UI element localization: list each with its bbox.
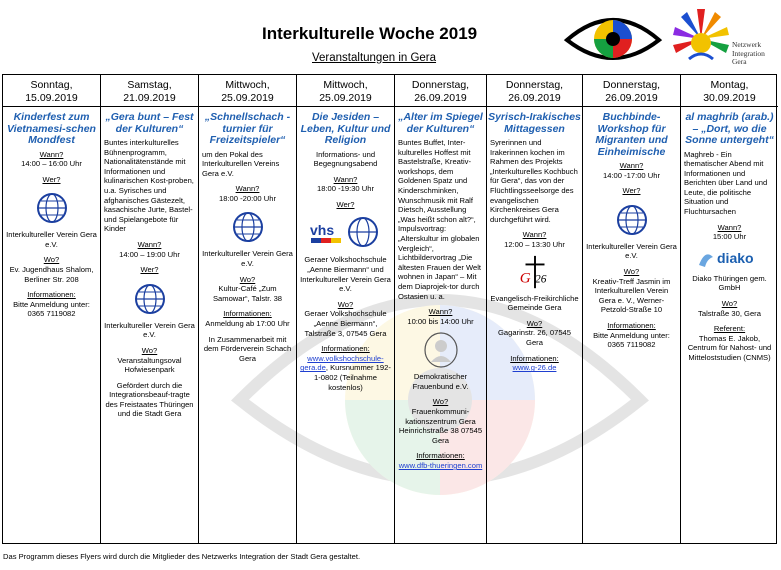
- vhs-logo: [309, 219, 343, 245]
- svg-text:vhs: vhs: [309, 222, 334, 239]
- event-time: 14:00 – 19:00 Uhr: [119, 249, 180, 259]
- event-title: Syrisch-Irakisches Mittagessen: [488, 111, 581, 135]
- organizer: Evangelisch-Freikirchliche Gemeinde Gera: [490, 293, 579, 313]
- organizer: Interkultureller Verein Gera e.V.: [104, 320, 195, 340]
- event-description: Buntes interkulturelles Bühnenprogramm, Nationalitätenstände mit Informationen und kulinarischen Kost-proben, u.a. Syrisches und afghanisches Gästezelt, kasachische Jurte, Bastel- und Spielangebote für Kinder: [104, 138, 194, 234]
- organizer: Interkultureller Verein Gera e.V.: [586, 241, 677, 261]
- funding-note: Gefördert durch die Integrationsbeauf-tragte des Freistaates Thüringen und die Stadt Gera: [105, 380, 194, 419]
- event-title: „Alter im Spiegel der Kulturen“: [398, 111, 483, 135]
- organizer: Demokratischer Frauenbund e.V.: [412, 372, 469, 391]
- footer-note: Das Programm dieses Flyers wird durch die Mitglieder des Netzwerks Integration der Stadt Gera gestaltet.: [3, 552, 361, 561]
- day-header: Donnerstag, 26.09.2019: [583, 75, 680, 107]
- event-title: Buchbinde-Workshop für Migranten und Einheimische: [595, 111, 668, 158]
- day-header: Mittwoch, 25.09.2019: [297, 75, 394, 107]
- day-header: Donnerstag, 26.09.2019: [395, 75, 486, 107]
- event-description: Informations- und Begegnungsabend: [313, 149, 378, 169]
- event-location: Kreativ-Treff Jasmin im Interkulturellen Verein Gera e. V., Werner-Petzold-Straße 10: [592, 276, 671, 315]
- interkultureller-verein-badge: [612, 200, 652, 240]
- events-table: [2, 74, 777, 544]
- diako-logo: [684, 245, 775, 271]
- event-info: Bitte Anmeldung unter: 0365 7119082: [593, 330, 670, 350]
- day-column: Montag, 30.09.2019 al maghrib (arab.) – „Dort, wo die Sonne untergeht“ Maghreb - Ein thematischer Abend mit Informationen und Berichten über Land und Leute, die politische Situation und Fluchtursachen Wann? 15:00 Uhr diako Diako Thüringen gem. GmbH Wo? Talstraße 30, Gera Referent: Thomas E. Jakob, Centrum für Nahost- und Mitteloststudien (CNMS): [681, 75, 778, 543]
- event-location: Gagarinstr. 26, 07545 Gera: [497, 328, 572, 347]
- frauenbund-logo: [421, 330, 461, 370]
- day-column: Mittwoch, 25.09.2019 „Schnellschach -turnier für Freizeitspieler“ um den Pokal des Interkulturellen Vereins Gera e.V. Wann? 18:00 -20:00 Uhr Interkultureller Verein Gera e.V. Wo? Kultur-Café „Zum Samowar“, Talstr. 38 Informationen: Anmeldung ab 17:00 Uhr In Zusammenarbeit mit dem Förderverein Schach Gera: [199, 75, 297, 543]
- event-description: Maghreb - Ein thematischer Abend mit Informationen und Berichten über Land und Leute, die politische Situation und Fluchtursachen: [684, 149, 768, 217]
- speaker: Thomas E. Jakob, Centrum für Nahost- und Mitteloststudien (CNMS): [687, 333, 772, 362]
- dfb-link[interactable]: www.dfb-thueringen.com: [398, 461, 483, 471]
- event-location: Geraer Volkshochschule „Aenne Biermann“, Talstraße 3, 07545 Gera: [304, 309, 387, 338]
- event-info: Anmeldung ab 17:00 Uhr: [205, 319, 290, 329]
- organizer: Interkultureller Verein Gera e.V.: [6, 230, 97, 249]
- vhs-link[interactable]: www.volkshochschule-gera.de: [300, 353, 384, 373]
- g26-church-logo: [513, 254, 557, 292]
- day-column: Sonntag, 15.09.2019 Kinderfest zum Vietnamesi-schen Mondfest Wann? 14:00 – 16:00 Uhr Wer? Interkultureller Verein Gera e.V. Wo? Ev. Jugendhaus Shalom, Berliner Str. 208 Informationen: Bitte Anmeldung unter: 0365 7119082: [3, 75, 101, 543]
- event-title: Die Jesiden – Leben, Kultur und Religion: [300, 111, 391, 146]
- event-description: Syrerinnen und Irakerinnen kochen im Rahmen des Projekts „Interkulturelles Kochbuch für Gera“, das von der Flüchtlingsseelsorge des evangelischen Kirchenkreises Gera durchgeführt wird.: [490, 138, 578, 224]
- sponsor-logos: [300, 212, 391, 252]
- event-location: Kultur-Café „Zum Samowar“, Talstr. 38: [212, 284, 283, 303]
- organizer: Geraer Volkshochschule „Aenne Biermann“ und Interkultureller Verein Gera e.V.: [300, 255, 391, 294]
- event-time: 14:00 – 16:00 Uhr: [21, 159, 82, 169]
- event-title: al maghrib (arab.) – „Dort, wo die Sonne untergeht“: [685, 111, 774, 146]
- interkultureller-verein-badge: [343, 212, 383, 252]
- organizer: Interkultureller Verein Gera e.V.: [202, 249, 293, 269]
- svg-text:26: 26: [534, 273, 546, 286]
- event-title: Kinderfest zum Vietnamesi-schen Mondfest: [7, 111, 96, 146]
- network-caption: Netzwerk Integration Gera: [732, 40, 765, 66]
- day-header: Mittwoch, 25.09.2019: [199, 75, 296, 107]
- event-title: „Gera bunt – Fest der Kulturen“: [105, 111, 194, 135]
- day-column: Donnerstag, 26.09.2019 Buchbinde-Workshop für Migranten und Einheimische Wann? 14:00 -17:00 Uhr Wer? Interkultureller Verein Gera e.V. Wo? Kreativ-Treff Jasmin im Interkulturellen Verein Gera e. V., Werner-Petzold-Straße 10 Informationen: Bitte Anmeldung unter: 0365 7119082: [583, 75, 681, 543]
- svg-text:diako: diako: [716, 249, 754, 266]
- day-column: Donnerstag, 26.09.2019 „Alter im Spiegel der Kulturen“ Buntes Buffet, Inter-kulturelles Hoffest mit Bastelstraße, Kreativ-workshops, dem Goldenen Spatz und Kinderschminken, Wunschmusik mit Ralf Dietsch, Ausstellung „Was heißt schon alt?“, Impulsvortrag: „Alterskultur im globalen Vergleich“, Lichtbildervortrag „Die ältesten Frauen der Welt wohnen in Japan“ – Mit dem Diaprojek-tor durch Ostasien u. a. Wann? 10:00 bis 14:00 Uhr Demokratischer Frauenbund e.V. Wo? Frauenkommuni-kationszentrum Gera Heinrichstraße 38 07545 Gera Informationen: www.dfb-thueringen.com: [395, 75, 487, 543]
- event-location: Talstraße 30, Gera: [698, 308, 761, 318]
- event-description: um den Pokal des Interkulturellen Vereins Gera e.V.: [202, 149, 280, 178]
- day-header: Samstag, 21.09.2019: [101, 75, 198, 107]
- day-header: Donnerstag, 26.09.2019: [487, 75, 582, 107]
- interkultureller-verein-badge: [130, 279, 170, 319]
- organizer: Diako Thüringen gem. GmbH: [692, 273, 767, 293]
- page-title: Interkulturelle Woche 2019: [262, 24, 478, 43]
- g26-link[interactable]: www.g-26.de: [512, 363, 557, 373]
- event-title: „Schnellschach -turnier für Freizeitspieler“: [204, 111, 291, 146]
- cooperation-note: In Zusammenarbeit mit dem Förderverein Schach Gera: [203, 334, 292, 363]
- event-time: 18:00 -19:30 Uhr: [317, 184, 374, 194]
- event-time: 14:00 -17:00 Uhr: [603, 170, 660, 180]
- day-column: Samstag, 21.09.2019 „Gera bunt – Fest der Kulturen“ Buntes interkulturelles Bühnenprogramm, Nationalitätenstände mit Informationen und kulinarischen Kost-proben, u.a. Syrisches und afghanisches Gästezelt, kasachische Jurte, Bastel- und Spielangebote für Kinder Wann? 14:00 – 19:00 Uhr Wer? Interkultureller Verein Gera e.V. Wo? Veranstaltungsoval Hofwiesenpark Gefördert durch die Integrationsbeauf-tragte des Freistaates Thüringen und die Stadt Gera: [101, 75, 199, 543]
- interkultureller-verein-badge: [32, 188, 72, 228]
- day-column: Donnerstag, 26.09.2019 Syrisch-Irakisches Mittagessen Syrerinnen und Irakerinnen kochen im Rahmen des Projekts „Interkulturelles Kochbuch für Gera“, das von der Flüchtlingsseelsorge des evangelischen Kirchenkreises Gera durchgeführt wird. Wann? 12:00 – 13:30 Uhr G 26 Evangelisch-Freikirchliche Gemeinde Gera Wo? Gagarinstr. 26, 07545 Gera Informationen: www.g-26.de: [487, 75, 583, 543]
- event-time: 12:00 – 13:30 Uhr: [504, 239, 565, 249]
- day-header: Montag, 30.09.2019: [681, 75, 778, 107]
- event-description: Buntes Buffet, Inter-kulturelles Hoffest mit Bastelstraße, Kreativ-workshops, dem Goldenen Spatz und Kinderschminken, Wunschmusik mit Ralf Dietsch, Ausstellung „Was heißt schon alt?“, Impulsvortrag: „Alterskultur im globalen Vergleich“, Lichtbildervortrag „Die ältesten Frauen der Welt wohnen in Japan“ – Mit dem Diaprojek-tor durch Ostasien u. a.: [398, 138, 482, 301]
- event-time: 15:00 Uhr: [712, 232, 747, 242]
- page-subtitle: Veranstaltungen in Gera: [312, 52, 437, 64]
- interkulturelle-woche-logo: [563, 6, 663, 68]
- event-location: Veranstaltungsoval Hofwiesenpark: [117, 355, 182, 375]
- interkultureller-verein-badge: [228, 207, 268, 247]
- event-info: Bitte Anmeldung unter: 0365 7119082: [13, 299, 90, 319]
- event-location: Ev. Jugendhaus Shalom, Berliner Str. 208: [9, 265, 94, 284]
- day-column: Mittwoch, 25.09.2019 Die Jesiden – Leben, Kultur und Religion Informations- und Begegnungsabend Wann? 18:00 -19:30 Uhr Wer? vhs Geraer Volkshochschule „Aenne Biermann“ und Interkultureller Verein Gera e.V. Wo? Geraer Volkshochschule „Aenne Biermann“, Talstraße 3, 07545 Gera Informationen: www.volkshochschule-gera.de, Kursnummer 192-1-0802 (Teilnahme kostenlos): [297, 75, 395, 543]
- event-time: 10:00 bis 14:00 Uhr: [407, 316, 474, 326]
- event-time: 18:00 -20:00 Uhr: [219, 193, 276, 203]
- day-header: Sonntag, 15.09.2019: [3, 75, 100, 107]
- svg-text:G: G: [519, 269, 531, 287]
- event-location: Frauenkommuni-kationszentrum Gera Heinrichstraße 38 07545 Gera: [398, 407, 483, 445]
